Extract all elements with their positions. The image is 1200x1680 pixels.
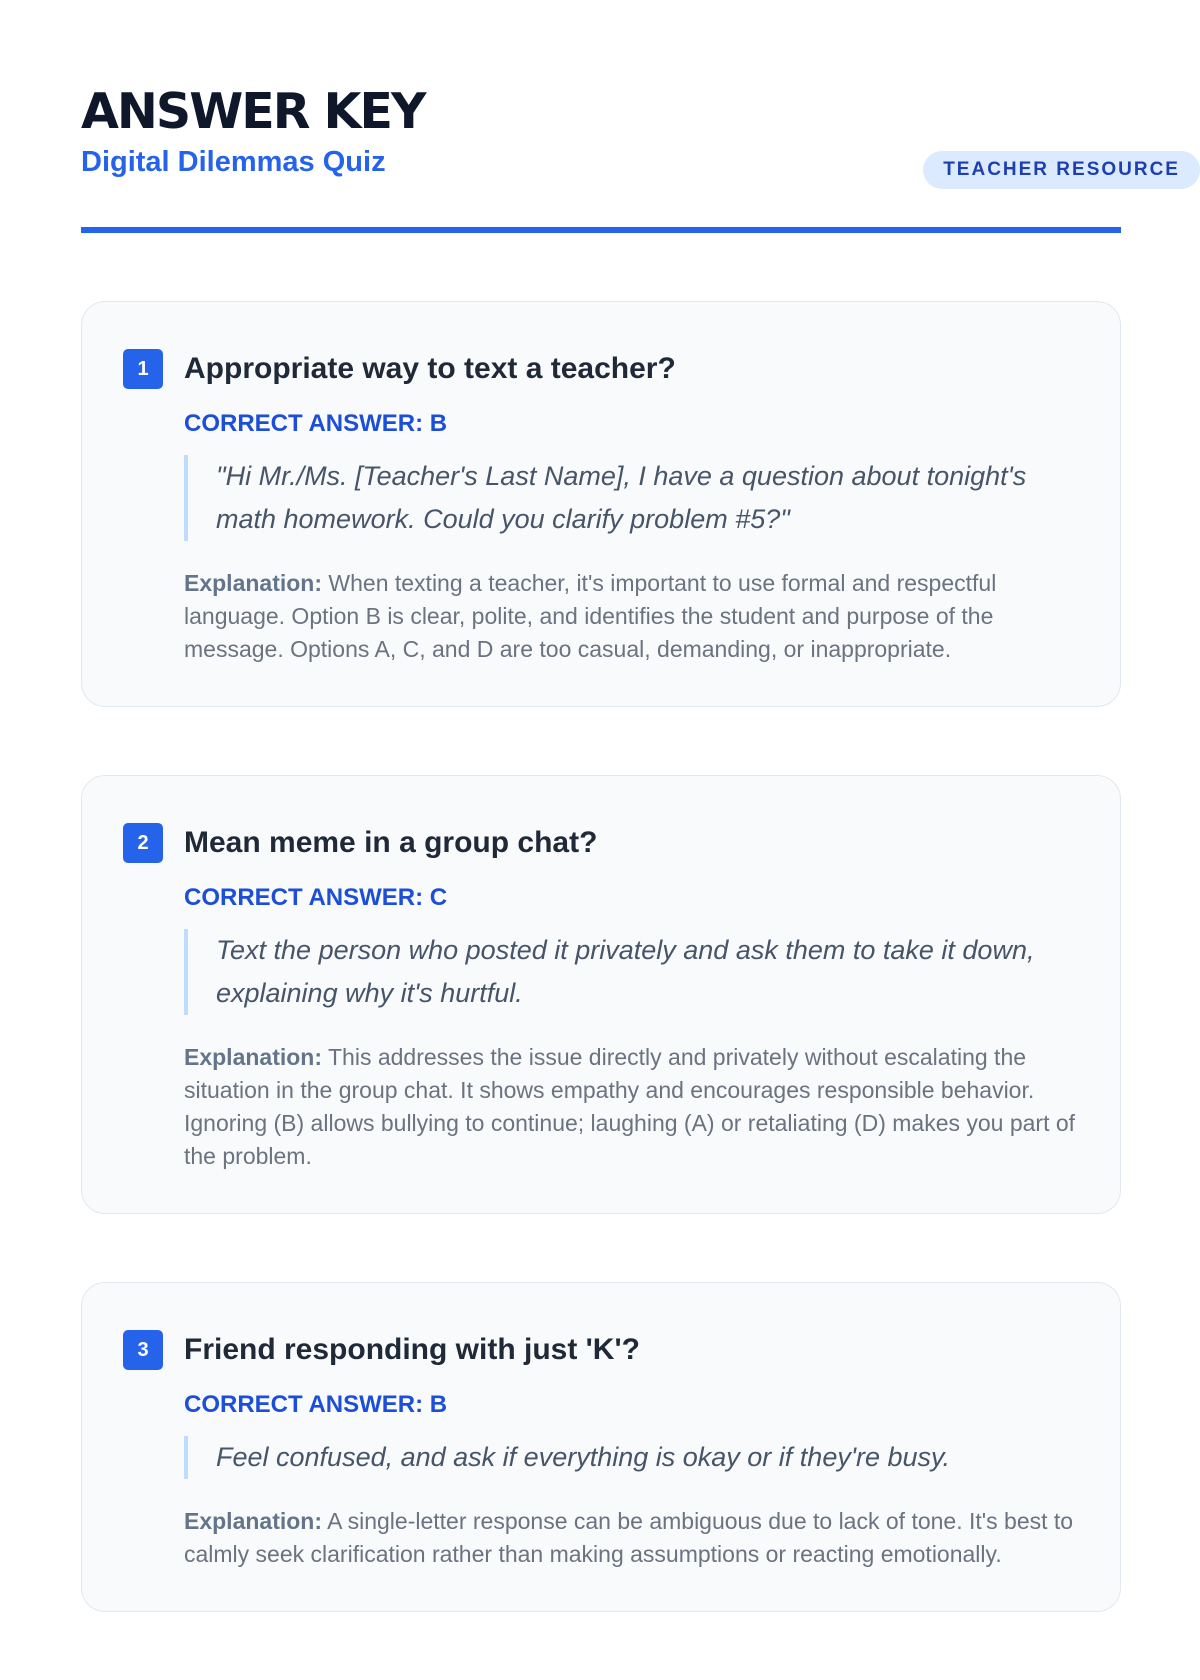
explanation-label: Explanation: [184, 1044, 323, 1070]
explanation-text: When texting a teacher, it's important to use formal and respectful language. Option B is clear, polite, and identifies the student and purpose of the message. Options A, C, and D are too casual, demanding, or inappropriate. [184, 570, 997, 662]
answer-body [184, 883, 1080, 1173]
answer-card-3 [81, 1282, 1121, 1612]
question-text: Appropriate way to text a teacher? [184, 352, 676, 385]
page-title: ANSWER KEY [81, 83, 425, 140]
correct-answer-quote: "Hi Mr./Ms. [Teacher's Last Name], I have a question about tonight's math homework. Could you clarify problem #5?" [184, 455, 1080, 541]
teacher-resource-badge: TEACHER RESOURCE [923, 151, 1200, 189]
correct-answer-quote: Feel confused, and ask if everything is okay or if they're busy. [184, 1436, 1080, 1479]
question-number-badge: 2 [123, 823, 163, 863]
quiz-subtitle: Digital Dilemmas Quiz [81, 146, 386, 178]
explanation [184, 567, 1080, 666]
answer-card-1 [81, 301, 1121, 707]
question-row [123, 823, 1080, 863]
question-row [123, 349, 1080, 389]
correct-answer-label: CORRECT ANSWER: B [184, 410, 448, 437]
question-text: Mean meme in a group chat? [184, 826, 598, 859]
header-divider [81, 227, 1121, 233]
explanation [184, 1505, 1080, 1571]
explanation-label: Explanation: [184, 570, 323, 596]
answer-body [184, 1390, 1080, 1571]
question-number-badge: 3 [123, 1330, 163, 1370]
explanation [184, 1041, 1080, 1173]
answer-list [81, 301, 1121, 1680]
question-number-badge: 1 [123, 349, 163, 389]
explanation-text: This addresses the issue directly and privately without escalating the situation in the group chat. It shows empathy and encourages responsible behavior. Ignoring (B) allows bullying to continue; laughing (A) or retaliating (D) makes you part of the problem. [184, 1044, 1076, 1169]
correct-answer-quote: Text the person who posted it privately and ask them to take it down, explaining why it's hurtful. [184, 929, 1080, 1015]
answer-card-2 [81, 775, 1121, 1214]
correct-answer-label: CORRECT ANSWER: B [184, 1391, 448, 1418]
question-text: Friend responding with just 'K'? [184, 1333, 640, 1366]
explanation-text: A single-letter response can be ambiguous due to lack of tone. It's best to calmly seek clarification rather than making assumptions or reacting emotionally. [184, 1508, 1074, 1567]
answer-body [184, 409, 1080, 666]
question-row [123, 1330, 1080, 1370]
correct-answer-label: CORRECT ANSWER: C [184, 884, 448, 911]
explanation-label: Explanation: [184, 1508, 323, 1534]
